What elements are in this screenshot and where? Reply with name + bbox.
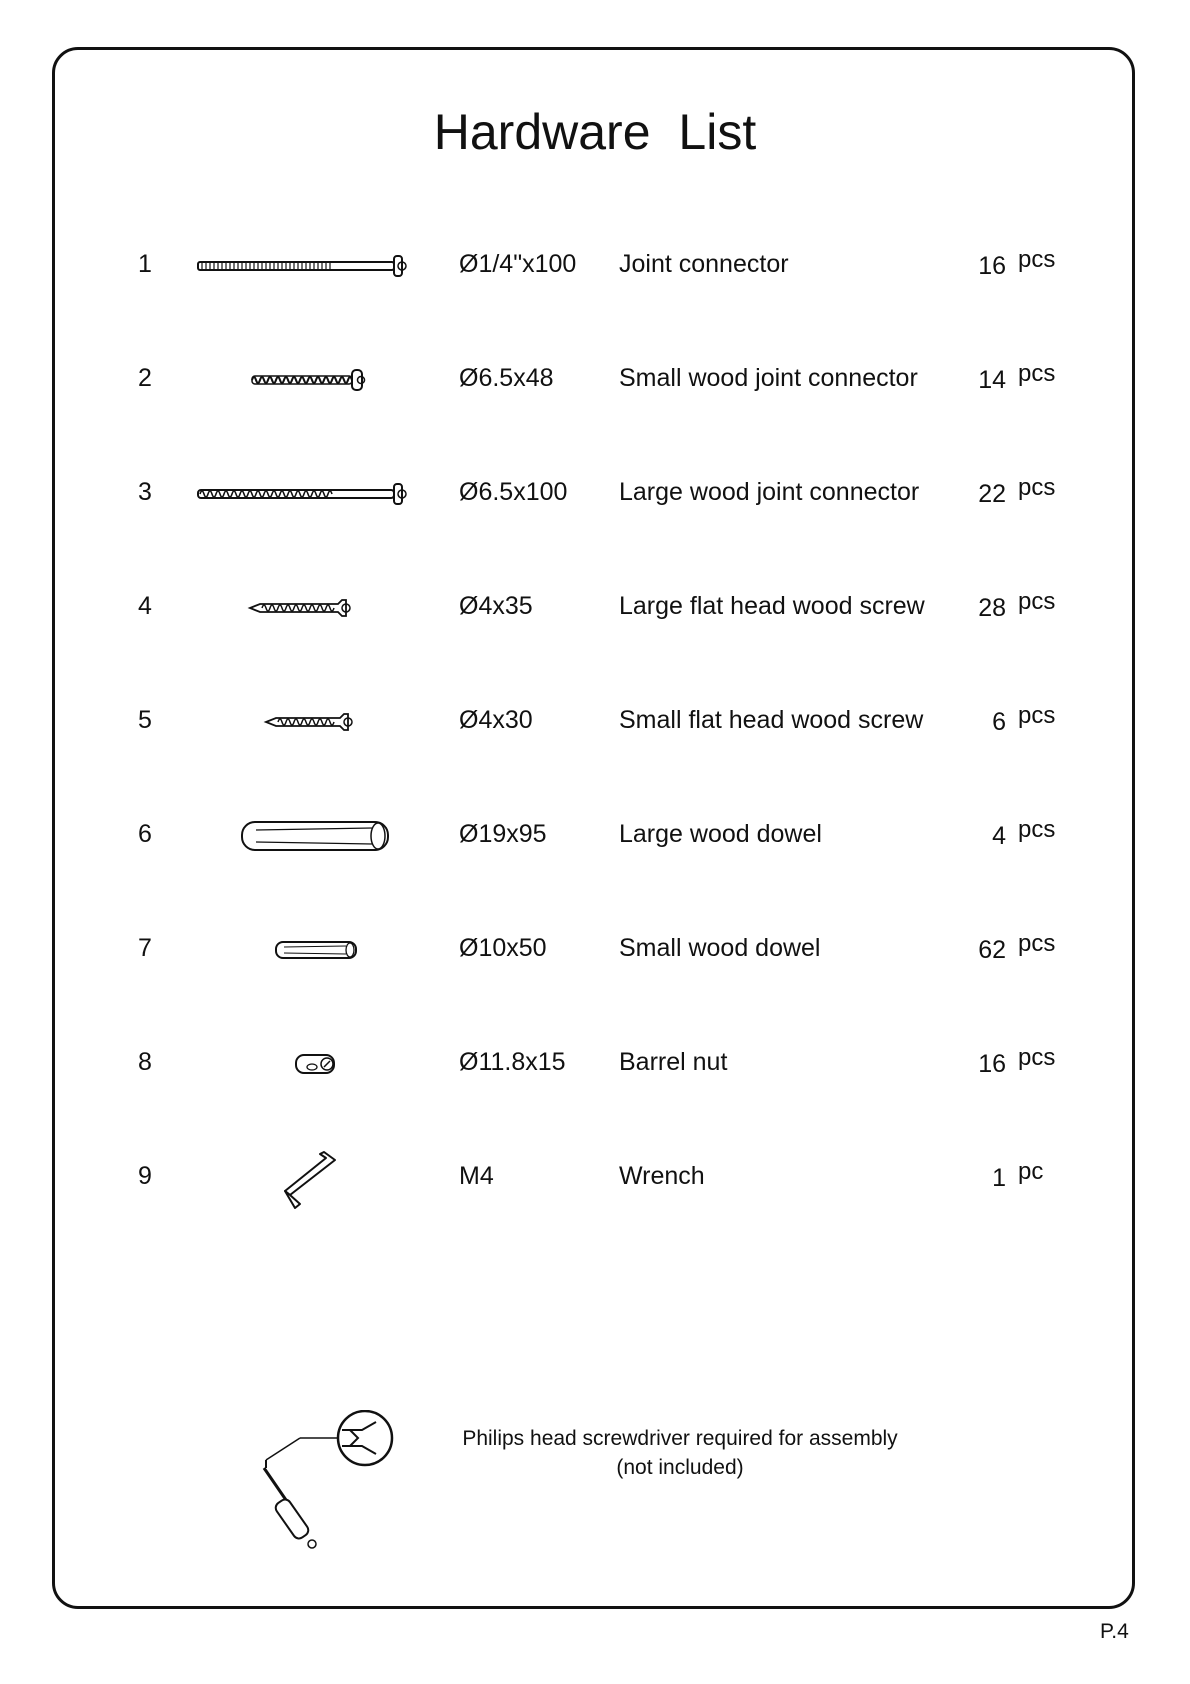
hardware-row — [0, 1148, 1190, 1208]
item-quantity: 14 — [978, 366, 1006, 394]
tool-note — [430, 1424, 930, 1482]
screwdriver-icon — [258, 1410, 408, 1560]
item-unit: pcs — [1018, 474, 1056, 501]
short-connector-icon — [190, 350, 430, 410]
wood-screw-icon — [190, 578, 430, 638]
item-name: Barrel nut — [619, 1048, 728, 1076]
item-name: Large wood joint connector — [619, 478, 920, 506]
item-name: Small flat head wood screw — [619, 706, 924, 734]
item-spec: Ø6.5x100 — [459, 478, 568, 506]
hardware-row — [0, 1034, 1190, 1094]
item-unit: pcs — [1018, 360, 1056, 387]
item-unit: pcs — [1018, 816, 1056, 843]
bolt-long-icon — [190, 236, 430, 296]
hardware-row — [0, 578, 1190, 638]
item-spec: Ø4x35 — [459, 592, 533, 620]
item-spec: M4 — [459, 1162, 494, 1190]
tool-note-subline: (not included) — [616, 1456, 744, 1479]
large-dowel-icon — [190, 806, 430, 866]
item-quantity: 1 — [992, 1164, 1006, 1192]
barrel-nut-icon — [190, 1034, 430, 1094]
item-number: 4 — [138, 592, 152, 620]
hardware-row — [0, 350, 1190, 410]
item-quantity: 28 — [978, 594, 1006, 622]
item-number: 3 — [138, 478, 152, 506]
hardware-row — [0, 692, 1190, 752]
item-name: Joint connector — [619, 250, 789, 278]
allen-wrench-icon — [190, 1142, 430, 1214]
item-name: Large flat head wood screw — [619, 592, 925, 620]
item-number: 8 — [138, 1048, 152, 1076]
item-name: Small wood dowel — [619, 934, 821, 962]
item-number: 6 — [138, 820, 152, 848]
item-spec: Ø4x30 — [459, 706, 533, 734]
item-spec: Ø19x95 — [459, 820, 547, 848]
item-number: 1 — [138, 250, 152, 278]
item-unit: pcs — [1018, 246, 1056, 273]
item-number: 7 — [138, 934, 152, 962]
item-spec: Ø6.5x48 — [459, 364, 554, 392]
page-title: Hardware List — [433, 104, 757, 160]
tool-note-line: Philips head screwdriver required for assembly — [462, 1427, 898, 1450]
hardware-row — [0, 806, 1190, 866]
item-spec: Ø11.8x15 — [459, 1048, 566, 1076]
item-quantity: 4 — [992, 822, 1006, 850]
hardware-row — [0, 920, 1190, 980]
item-name: Large wood dowel — [619, 820, 822, 848]
long-connector-icon — [190, 464, 430, 524]
item-unit: pcs — [1018, 930, 1056, 957]
item-unit: pcs — [1018, 588, 1056, 615]
item-unit: pc — [1018, 1158, 1044, 1185]
item-name: Wrench — [619, 1162, 705, 1190]
item-number: 2 — [138, 364, 152, 392]
item-unit: pcs — [1018, 702, 1056, 729]
hardware-row — [0, 464, 1190, 524]
hardware-row — [0, 236, 1190, 296]
small-dowel-icon — [190, 920, 430, 980]
small-wood-screw-icon — [190, 692, 430, 752]
item-quantity: 62 — [978, 936, 1006, 964]
item-quantity: 16 — [978, 1050, 1006, 1078]
item-unit: pcs — [1018, 1044, 1056, 1071]
item-spec: Ø1/4"x100 — [459, 250, 577, 278]
item-name: Small wood joint connector — [619, 364, 918, 392]
item-number: 9 — [138, 1162, 152, 1190]
item-quantity: 16 — [978, 252, 1006, 280]
item-number: 5 — [138, 706, 152, 734]
item-quantity: 6 — [992, 708, 1006, 736]
item-spec: Ø10x50 — [459, 934, 547, 962]
page-number: P.4 — [1100, 1620, 1129, 1643]
item-quantity: 22 — [978, 480, 1006, 508]
